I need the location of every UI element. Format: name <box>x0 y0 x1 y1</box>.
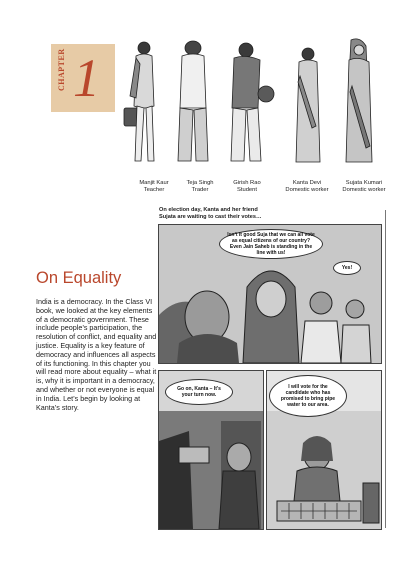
person-caption-teja <box>180 180 220 194</box>
chapter-label: CHAPTER <box>57 48 66 92</box>
intro-paragraph: India is a democracy. In the Class VI book, we looked at the key elements of a democratic government. These include people’s participation, the resolution of conflict, and equality and justice. Equality is a key feature of democracy and influences all aspects of its functioning. In this chapter you will read more about equality – what it is, why it is important in a democracy, and whether or not everyone is equal in India. Let’s begin by looking at Kanta’s story. <box>36 297 157 412</box>
comic-panel-voting <box>266 370 382 530</box>
person-role: Domestic worker <box>285 187 329 193</box>
comic-panel-queue <box>158 224 382 364</box>
people-illustration <box>120 36 380 178</box>
chapter-number: 1 <box>73 48 100 108</box>
person-name: Kanta Devi <box>292 180 322 186</box>
person-role: Trader <box>191 187 209 193</box>
person-role: Student <box>237 187 257 193</box>
person-caption-kanta <box>281 180 333 194</box>
person-caption-manjit <box>134 180 174 194</box>
chapter-badge <box>51 44 115 112</box>
person-role: Teacher <box>143 187 165 193</box>
person-caption-sujata <box>336 180 392 194</box>
speech-bubble-kanta: Isn’t it good Suja that we can all vote as equal citizens of our country? Even Jain Saheb is standing in the line with us! <box>219 229 323 259</box>
chapter-title: On Equality <box>36 269 122 287</box>
person-role: Domestic worker <box>342 187 386 193</box>
comic-panel-turn <box>158 370 264 530</box>
speech-bubble-officer: Go on, Kanta – It’s your turn now. <box>165 379 233 405</box>
speech-bubble-sujata: Yes! <box>333 261 361 275</box>
person-name: Girish Rao <box>233 180 261 186</box>
comic-header-line: On election day, Kanta and her friend <box>159 207 258 213</box>
person-caption-girish <box>227 180 267 194</box>
speech-bubble-kanta-vote: I will vote for the candidate who has promised to bring pipe water to our area. <box>269 375 347 417</box>
vertical-rule <box>385 210 386 528</box>
comic-header <box>159 207 389 221</box>
person-name: Manjit Kaur <box>139 180 169 186</box>
person-name: Teja Singh <box>186 180 214 186</box>
person-name: Sujata Kumari <box>345 180 383 186</box>
comic-header-line: Sujata are waiting to cast their votes… <box>159 214 262 220</box>
